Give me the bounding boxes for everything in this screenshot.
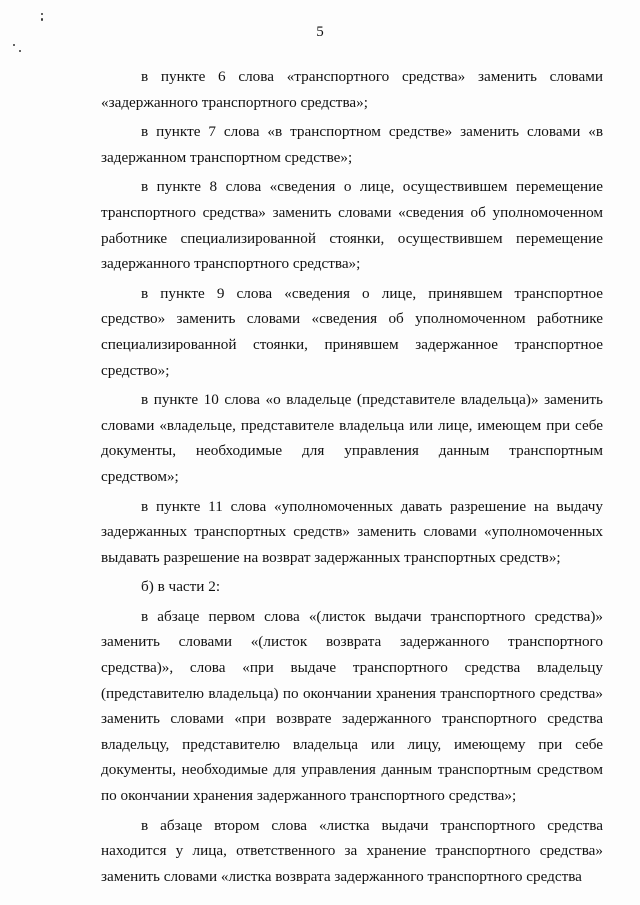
paragraph-item-7: в пункте 7 слова «в транспортном средстве» заменить словами «в задержанном транспортном средстве»; [101, 123, 603, 166]
paragraph-item-10: в пункте 10 слова «о владельце (представителе владельца)» заменить словами «владельце, представителе владельца или лице, имеющем при себе документы, необходимые для управления данным транспортным средством»; [101, 391, 603, 485]
paragraph-part-2-heading: б) в части 2: [141, 578, 221, 596]
paragraph-abzats-first: в абзаце первом слова «(листок выдачи транспортного средства)» заменить словами «(листок возврата задержанного транспортного средства)», слова «при выдаче транспортного средства владельцу (представителю владельца) по окончании хранения транспортного средства» заменить словами «при возврате задержанного транспортного средства владельцу, представителю владельца или лицу, имеющему при себе документы, необходимые для управления данным транспортным средством по окончании хранения задержанного транспортного средства»; [101, 607, 603, 805]
page-number: 5 [316, 24, 324, 40]
scan-speck [19, 50, 21, 52]
paragraph-item-9: в пункте 9 слова «сведения о лице, принявшем транспортное средство» заменить словами «сведения об уполномоченном работнике специализированной стоянки, принявшем задержанное транспортное средство»; [101, 284, 603, 379]
scan-speck [13, 44, 15, 46]
paragraph-item-11: в пункте 11 слова «уполномоченных давать разрешение на выдачу задержанных транспортных средств» заменить словами «уполномоченных выдавать разрешение на возврат задержанных транспортных средств»; [101, 497, 603, 566]
paragraph-item-8: в пункте 8 слова «сведения о лице, осуществившем перемещение транспортного средства» заменить словами «сведения об уполномоченном работнике специализированной стоянки, осуществившем перемещение задержанного транспортного средства»; [101, 178, 603, 273]
scan-speck [41, 13, 43, 15]
scan-speck [41, 18, 43, 21]
document-body [101, 64, 603, 893]
paragraph-item-6: в пункте 6 слова «транспортного средства» заменить словами «задержанного транспортного средства»; [101, 68, 603, 111]
paragraph-abzats-second: в абзаце втором слова «листка выдачи транспортного средства находится у лица, ответственного за хранение транспортного средства» заменить словами «листка возврата задержанного транспортного средства [101, 816, 603, 885]
